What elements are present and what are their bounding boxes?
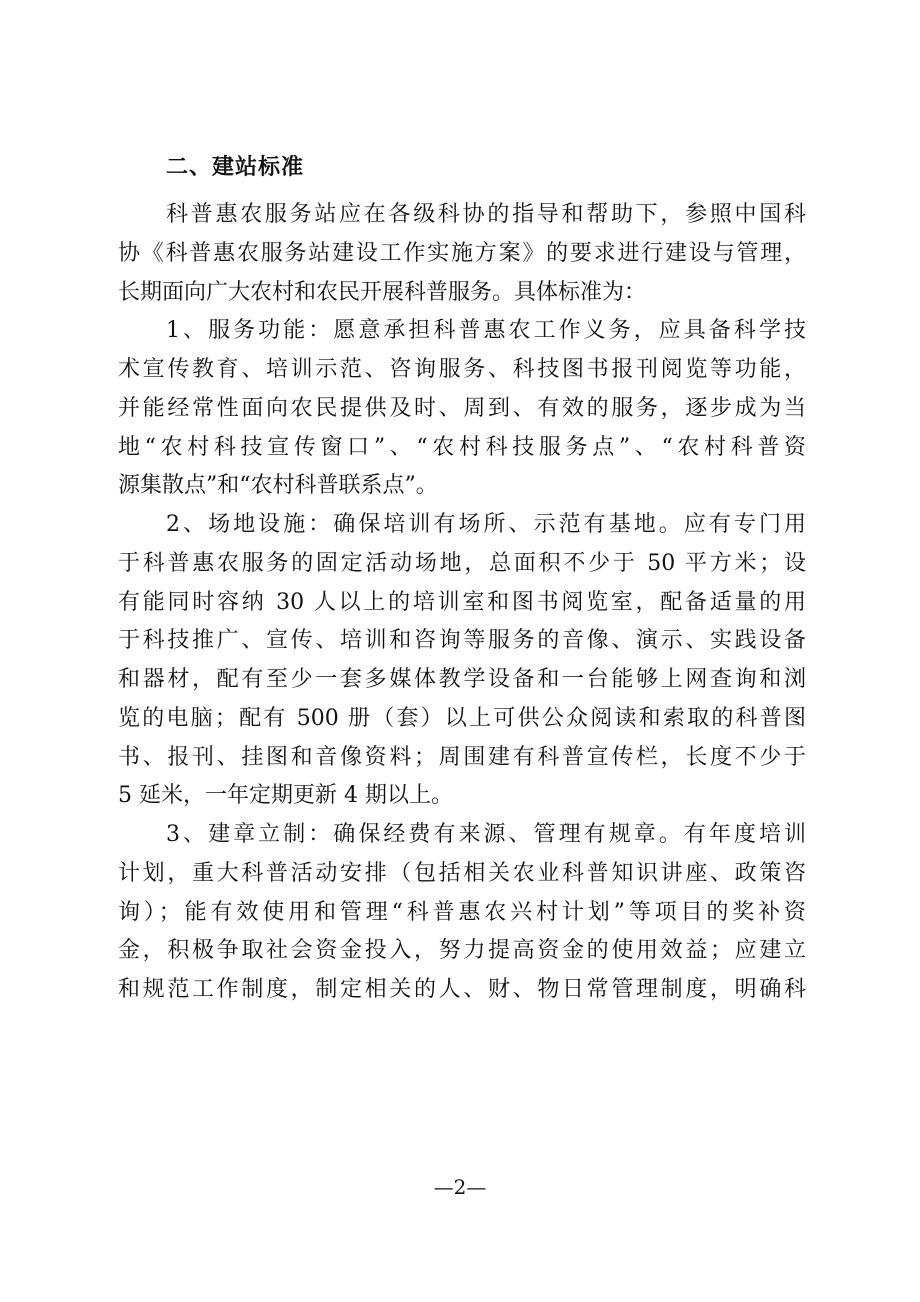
text-line: 书、报刊、挂图和音像资料；周围建有科普宣传栏，长度不少于 <box>118 744 806 770</box>
text-line: 览的电脑；配有 500 册（套）以上可供公众阅读和索取的科普图 <box>118 705 806 731</box>
text-line: 并能经常性面向农民提供及时、周到、有效的服务，逐步成为当 <box>118 395 806 421</box>
page-number: —2— <box>433 1175 487 1199</box>
body-text <box>118 196 806 1010</box>
paragraph-rules <box>118 816 806 1010</box>
text-line: 有能同时容纳 30 人以上的培训室和图书阅览室，配备适量的用 <box>118 589 806 615</box>
text-line: 于科技推广、宣传、培训和咨询等服务的音像、演示、实践设备 <box>118 628 806 654</box>
text-line: 于科普惠农服务的固定活动场地，总面积不少于 50 平方米；设 <box>118 550 806 576</box>
paragraph-intro <box>118 196 806 312</box>
text-line: 询）；能有效使用和管理“科普惠农兴村计划”等项目的奖补资 <box>118 899 806 925</box>
text-line: 和器材，配有至少一套多媒体教学设备和一台能够上网查询和浏 <box>118 667 806 692</box>
text-line: 术宣传教育、培训示范、咨询服务、科技图书报刊阅览等功能， <box>118 357 806 382</box>
text-line: 5 延米，一年定期更新 4 期以上。 <box>118 783 453 809</box>
text-line: 协《科普惠农服务站建设工作实施方案》的要求进行建设与管理， <box>118 240 806 266</box>
text-line: 金，积极争取社会资金投入，努力提高资金的使用效益；应建立 <box>118 938 806 964</box>
text-line: 3、建章立制：确保经费有来源、管理有规章。有年度培训 <box>166 822 806 847</box>
text-line: 计划，重大科普活动安排（包括相关农业科普知识讲座、政策咨 <box>118 860 806 886</box>
text-line: 和规范工作制度，制定相关的人、财、物日常管理制度，明确科 <box>118 977 806 1002</box>
paragraph-service-function <box>118 312 806 506</box>
text-line: 源集散点”和“农村科普联系点”。 <box>118 473 438 499</box>
paragraph-site-facilities <box>118 506 806 816</box>
text-line: 地“农村科技宣传窗口”、“农村科技服务点”、“农村科普资 <box>118 434 806 460</box>
text-line: 1、服务功能：愿意承担科普惠农工作义务，应具备科学技 <box>166 318 806 344</box>
text-line: 科普惠农服务站应在各级科协的指导和帮助下，参照中国科 <box>166 202 806 227</box>
text-line: 2、场地设施：确保培训有场所、示范有基地。应有专门用 <box>166 512 806 537</box>
section-heading: 二、建站标准 <box>166 155 305 180</box>
text-line: 长期面向广大农村和农民开展科普服务。具体标准为： <box>118 279 647 305</box>
